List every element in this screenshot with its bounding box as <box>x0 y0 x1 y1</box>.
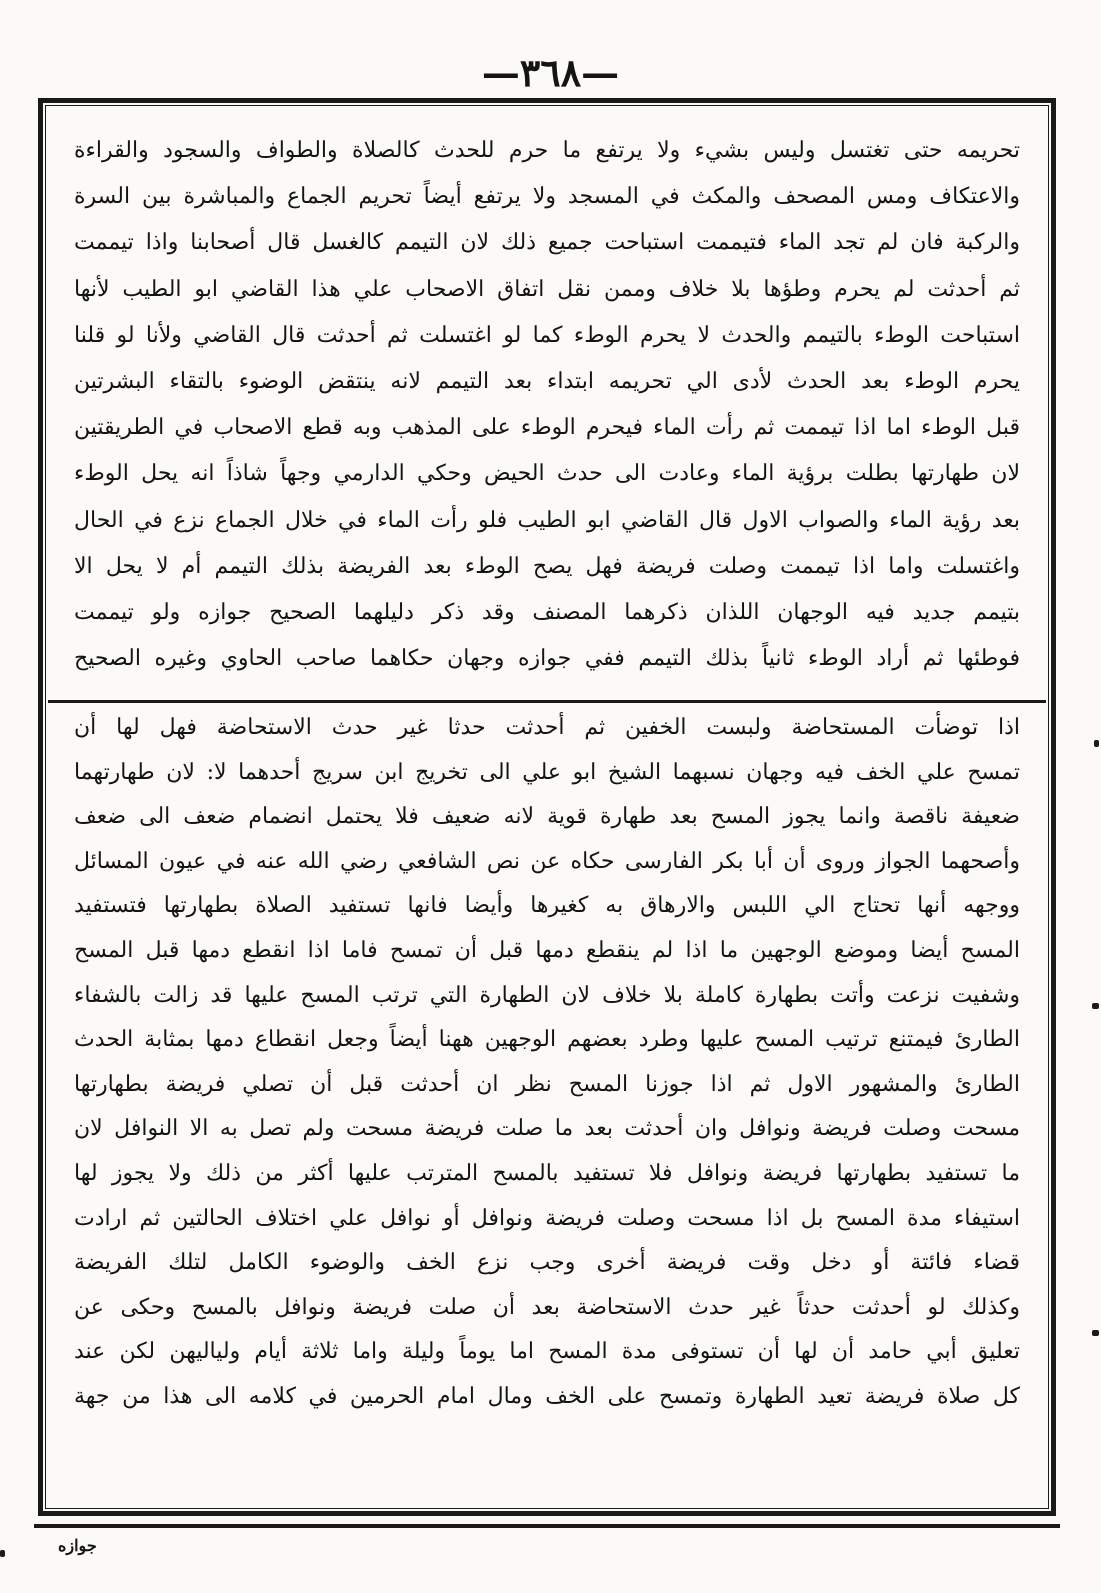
text-line: قضاء فائتة أو دخل وقت فريضة أخرى وجب نزع الخف والوضوء الكامل لتلك الفريضة <box>74 1250 1020 1276</box>
text-line: وشفيت نزعت وأتت بطهارة كاملة بلا خلاف لان الطهارة التي ترتب المسح عليها قد زالت بالشفاء <box>74 982 1020 1008</box>
text-line: استيفاء مدة المسح بل اذا مسحت وصلت فريضة ونوافل أو نوافل علي اختلاف الحالتين ثم ارادت <box>74 1205 1020 1231</box>
page-number: —٣٦٨— <box>481 50 620 95</box>
text-line: ووجهه أنها تحتاج الي اللبس والارهاق به كغيرها وأيضا فانها تستفيد الصلاة بطهارتها فتستفيد <box>74 893 1020 919</box>
text-line: تمسح علي الخف فيه وجهان نسبهما الشيخ ابو علي الى تخريج ابن سريج أحدهما لا: لان طهارتهما <box>74 759 1020 785</box>
text-line: وأصحهما الجواز وروى أن أبا بكر الفارسى حكاه عن نص الشافعي رضي الله عنه في عيون المسائل <box>74 848 1020 874</box>
text-line: وكذلك لو أحدثت حدثاً غير حدث الاستحاضة بعد أن صلت فريضة ونوافل بالمسح وحكى عن <box>74 1294 1020 1320</box>
text-line: فوطئها ثم أراد الوطء ثانياً بذلك التيمم ففي جوازه وجهان حكاهما صاحب الحاوي وغيره الصحيح <box>74 646 1020 672</box>
text-line: تعليق أبي حامد أن لها أن تستوفى مدة المسح اما يوماً وليلة واما ثلاثة أيام ولياليهن لكن عند <box>74 1339 1020 1365</box>
text-line: لان طهارتها بطلت برؤية الماء وعادت الى حدث الحيض وحكي الدارمي وجهاً شاذاً انه يحل الوطء <box>74 461 1020 487</box>
edge-mark <box>0 1550 5 1557</box>
text-line: الطارئ فيمتنع ترتيب المسح عليها وطرد بعضهم الوجهين ههنا أيضاً وجعل انقطاع دمها بمثابة الحدث <box>74 1027 1020 1053</box>
commentary-text-section <box>48 706 1046 1420</box>
edge-mark <box>1092 1003 1099 1009</box>
section-divider <box>48 700 1046 703</box>
text-line: المسح أيضا وموضع الوجهين ما اذا لم ينقطع دمها قبل أن تمسح فاما اذا انقطع دمها قبل المسح <box>74 937 1020 963</box>
text-line: والاعتكاف ومس المصحف والمكث في المسجد ولا يرتفع أيضاً تحريم الجماع والمباشرة بين السرة <box>74 184 1020 210</box>
text-line: بعد رؤية الماء والصواب الاول قال القاضي ابو الطيب فلو رأت الماء في خلال الجماع نزع في الحال <box>74 507 1020 533</box>
main-text-section <box>48 128 1046 682</box>
text-line: استباحت الوطء بالتيمم والحدث لا يحرم الوطء كما لو اغتسلت ثم أحدثت قال القاضي ولأنا لو قلنا <box>74 322 1020 348</box>
text-line: تحريمه حتى تغتسل وليس بشيء ولا يرتفع ما حرم للحدث كالصلاة والطواف والسجود والقراءة <box>74 138 1020 163</box>
text-line: كل صلاة فريضة تعيد الطهارة وتمسح على الخف ومال امام الحرمين في كلامه الى هذا من جهة <box>74 1383 1020 1409</box>
text-line: اذا توضأت المستحاضة ولبست الخفين ثم أحدثت حدثا غير حدث الاستحاضة فهل لها أن <box>74 715 1020 740</box>
bottom-rule <box>34 1524 1060 1528</box>
text-line: والركبة فان لم تجد الماء فتيممت استباحت جميع ذلك لان التيمم كالغسل قال أصحابنا واذا تيممت <box>74 230 1020 256</box>
text-line: قبل الوطء اما اذا تيممت ثم رأت الماء فيحرم الوطء على المذهب وبه قطع الاصحاب في الطريقتين <box>74 415 1020 441</box>
text-line: يحرم الوطء بعد الحدث لأدى الي تحريمه ابتداء بعد التيمم لانه ينتقض الوضوء بالتقاء البشرتين <box>74 368 1020 394</box>
footnote: جوازه <box>58 1536 97 1555</box>
text-line: ما تستفيد بطهارتها فريضة ونوافل فلا تستفيد بالمسح المترتب عليها أكثر من ذلك ولا يجوز لها <box>74 1160 1020 1186</box>
text-line: الطارئ والمشهور الاول ثم اذا جوزنا المسح نظر ان أحدثت قبل أن تصلي فريضة بطهارتها <box>74 1071 1020 1097</box>
text-line: ضعيفة ناقصة وانما يجوز المسح بعد طهارة قوية لانه ضعيف فلا يحتمل انضمام ضعف الى ضعف <box>74 804 1020 830</box>
edge-mark <box>1092 1330 1099 1336</box>
edge-mark <box>1094 740 1099 747</box>
text-line: ثم أحدثت لم يحرم وطؤها بلا خلاف وممن نقل اتفاق الاصحاب علي هذا القاضي ابو الطيب لأنها <box>74 276 1020 302</box>
text-line: مسحت وصلت فريضة ونوافل وان أحدثت بعد ما صلت فريضة مسحت ولم تصل به الا النوافل لان <box>74 1116 1020 1142</box>
text-line: واغتسلت واما اذا تيممت وصلت فريضة فهل يصح الوطء بعد الفريضة بذلك التيمم أم لا يحل الا <box>74 553 1020 579</box>
text-line: بتيمم جديد فيه الوجهان اللذان ذكرهما المصنف وقد ذكر دليلهما الصحيح جوازه ولو تيممت <box>74 599 1020 625</box>
